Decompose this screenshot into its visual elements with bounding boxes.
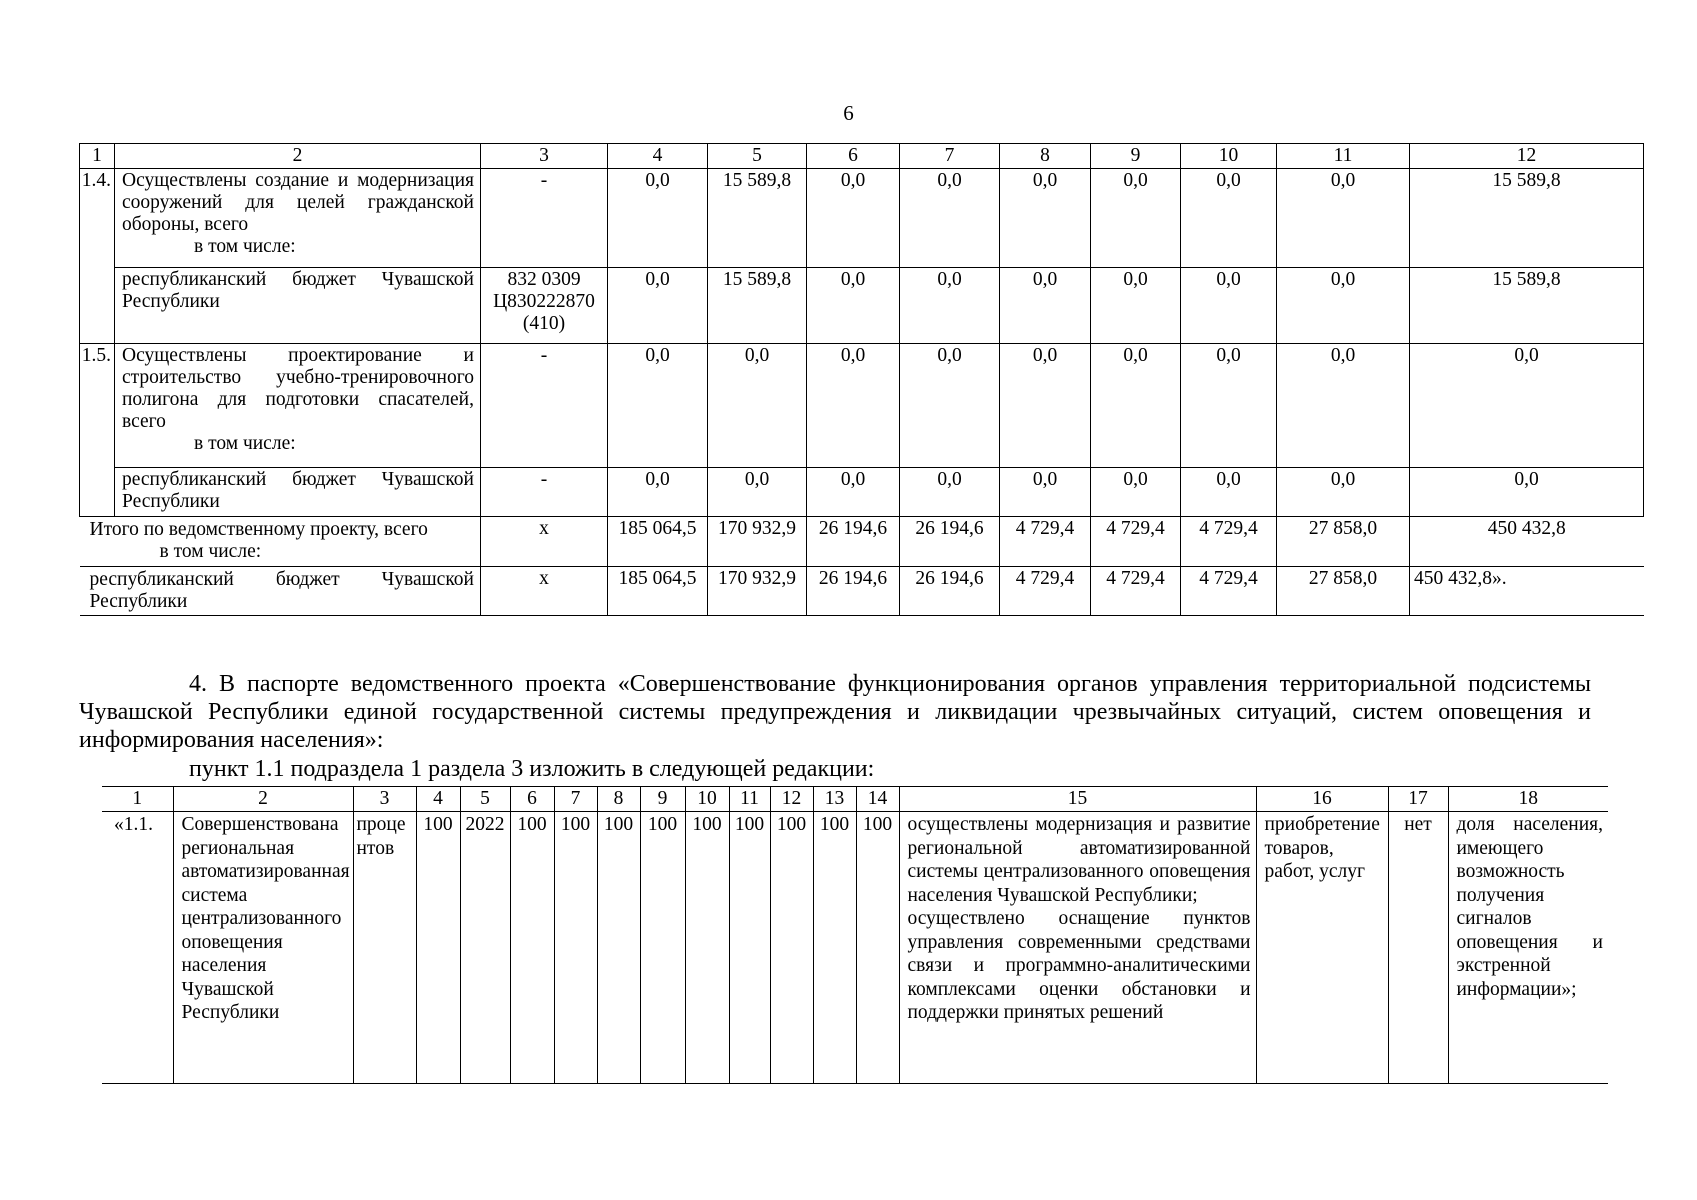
value-cell: 0,0 [807,268,900,344]
result-line: осуществлены модернизация и развитие региональной автоматизированной системы централизованного оповещения населения Чувашской Республики; [907,814,1251,906]
total-budget-label: республиканский бюджет Чувашской Республики [80,567,481,616]
code-line: (410) [522,313,566,334]
value-cell: 100 [597,812,640,1084]
included-label: в том числе: [194,236,296,257]
row-description: республиканский бюджет Чувашской Республики [115,468,481,517]
value-cell: 0,0 [807,468,900,517]
value-cell: 100 [640,812,685,1084]
table2-col-header: 9 [640,787,685,812]
value-cell: 26 194,6 [807,517,900,567]
table2-col-header: 10 [685,787,729,812]
table1-col-header: 10 [1181,144,1277,169]
value-cell: 100 [813,812,856,1084]
table1-col-header: 6 [807,144,900,169]
value-cell: 100 [856,812,899,1084]
value-cell: 0,0 [1091,468,1181,517]
table1-col-header: 7 [900,144,1000,169]
table1-col-header: 4 [608,144,708,169]
value-cell: 0,0 [900,268,1000,344]
row-text: Осуществлены проектирование и строительство учебно-тренировочного полигона для подготовки спасателей, всего [122,345,474,432]
table1-col-header: 2 [115,144,481,169]
value-cell: 0,0 [807,169,900,268]
value-cell: 170 932,9 [708,567,807,616]
value-cell: 15 589,8 [1410,268,1644,344]
value-cell: 4 729,4 [1091,567,1181,616]
value-cell: 0,0 [1410,468,1644,517]
row-text: Осуществлены создание и модернизация сооружений для целей гражданской обороны, всего [122,170,474,235]
table-row [102,812,1608,1084]
table2-col-header: 6 [510,787,554,812]
page-number: 6 [843,101,854,125]
table1-col-header: 9 [1091,144,1181,169]
total-label [80,517,481,567]
indicator-cell: доля населения, имеющего возможность получения сигналов оповещения и экстренной информации»; [1448,812,1608,1084]
table1-col-header: 5 [708,144,807,169]
value-cell: 15 589,8 [708,169,807,268]
value-cell: 2022 [460,812,510,1084]
result-description [899,812,1256,1084]
table2-col-header: 16 [1256,787,1388,812]
value-cell: 0,0 [1000,468,1091,517]
value-cell: 0,0 [608,344,708,468]
row-description: республиканский бюджет Чувашской Республики [115,268,481,344]
table2-col-header: 7 [554,787,597,812]
value-cell: 0,0 [900,344,1000,468]
value-cell: 0,0 [1277,169,1410,268]
result-type: приобретение товаров, работ, услуг [1256,812,1388,1084]
table1-col-header: 1 [80,144,115,169]
value-cell: 0,0 [1091,169,1181,268]
value-cell: 0,0 [1000,169,1091,268]
value-cell: 100 [416,812,460,1084]
table2-col-header: 5 [460,787,510,812]
value-cell: 450 432,8». [1410,567,1644,616]
value-cell: 4 729,4 [1000,517,1091,567]
table2-col-header: 1 [102,787,173,812]
value-cell: 0,0 [1277,344,1410,468]
budget-code: х [481,567,608,616]
table2-col-header: 4 [416,787,460,812]
value-cell: 0,0 [608,268,708,344]
value-cell: 27 858,0 [1277,517,1410,567]
code-line: 832 0309 [507,269,581,290]
row-description [115,169,481,268]
result-name: Совершенствована региональная автоматизированная система централизованного оповещения населения Чувашской Республики [173,812,353,1084]
row-description [115,344,481,468]
table2-col-header: 3 [353,787,416,812]
table2-col-header: 11 [729,787,770,812]
amendment-instruction: пункт 1.1 подраздела 1 раздела 3 изложить в следующей редакции: [189,756,875,782]
table1-col-header: 11 [1277,144,1410,169]
value-cell: 26 194,6 [900,517,1000,567]
budget-code: - [481,468,608,517]
flag-cell: нет [1388,812,1448,1084]
total-text: Итого по ведомственному проекту, всего [89,519,428,540]
table2-col-header: 2 [173,787,353,812]
value-cell: 185 064,5 [608,567,708,616]
code-line: Ц830222870 [493,291,595,312]
value-cell: 27 858,0 [1277,567,1410,616]
budget-code: - [481,169,608,268]
value-cell: 26 194,6 [807,567,900,616]
row-number: 1.4. [80,169,115,344]
total-row [80,517,1644,567]
budget-code: х [481,517,608,567]
value-cell: 0,0 [1000,344,1091,468]
value-cell: 26 194,6 [900,567,1000,616]
value-cell: 0,0 [708,468,807,517]
table1-header-row [80,144,1644,169]
table1-col-header: 3 [481,144,608,169]
table2-col-header: 12 [770,787,813,812]
table2-col-header: 15 [899,787,1256,812]
value-cell: 0,0 [1181,468,1277,517]
value-cell: 4 729,4 [1181,517,1277,567]
amendment-paragraph: 4. В паспорте ведомственного проекта «Совершенствование функционирования органов управления территориальной подсистемы Чувашской Республики единой государственной системы предупреждения и ликвидации чрезвычайных ситуаций, систем оповещения и информирования населения»: [79,671,1591,753]
table-row [80,468,1644,517]
value-cell: 100 [685,812,729,1084]
row-number: 1.5. [80,344,115,517]
value-cell: 100 [729,812,770,1084]
value-cell: 0,0 [608,468,708,517]
value-cell: 4 729,4 [1091,517,1181,567]
value-cell: 0,0 [1000,268,1091,344]
value-cell: 100 [770,812,813,1084]
value-cell: 185 064,5 [608,517,708,567]
value-cell: 0,0 [807,344,900,468]
total-budget-row [80,567,1644,616]
value-cell: 0,0 [1091,268,1181,344]
value-cell: 0,0 [900,169,1000,268]
table-row [80,169,1644,268]
value-cell: 0,0 [1277,468,1410,517]
table2-col-header: 14 [856,787,899,812]
value-cell: 4 729,4 [1000,567,1091,616]
value-cell: 0,0 [708,344,807,468]
value-cell: 0,0 [1091,344,1181,468]
value-cell: 0,0 [1181,344,1277,468]
unit-cell: процентов [353,812,416,1084]
table1-col-header: 8 [1000,144,1091,169]
result-table [102,786,1608,1084]
included-label: в том числе: [159,541,262,562]
table-row [80,344,1644,468]
value-cell: 100 [554,812,597,1084]
value-cell: 0,0 [608,169,708,268]
value-cell: 4 729,4 [1181,567,1277,616]
value-cell: 15 589,8 [1410,169,1644,268]
included-label: в том числе: [194,433,296,454]
value-cell: 15 589,8 [708,268,807,344]
table2-header-row [102,787,1608,812]
value-cell: 0,0 [1277,268,1410,344]
financing-table [79,143,1644,616]
table1-col-header: 12 [1410,144,1644,169]
value-cell: 450 432,8 [1410,517,1644,567]
row-number: «1.1. [102,812,173,1084]
budget-code [481,268,608,344]
value-cell: 0,0 [1181,169,1277,268]
value-cell: 0,0 [900,468,1000,517]
value-cell: 100 [510,812,554,1084]
budget-code: - [481,344,608,468]
table2-col-header: 13 [813,787,856,812]
table2-col-header: 18 [1448,787,1608,812]
value-cell: 0,0 [1181,268,1277,344]
value-cell: 170 932,9 [708,517,807,567]
table2-col-header: 8 [597,787,640,812]
table2-col-header: 17 [1388,787,1448,812]
table-row [80,268,1644,344]
result-line: осуществлено оснащение пунктов управления современными средствами связи и программно-аналитическими комплексами оценки обстановки и поддержки принятых решений [907,908,1251,1023]
value-cell: 0,0 [1410,344,1644,468]
